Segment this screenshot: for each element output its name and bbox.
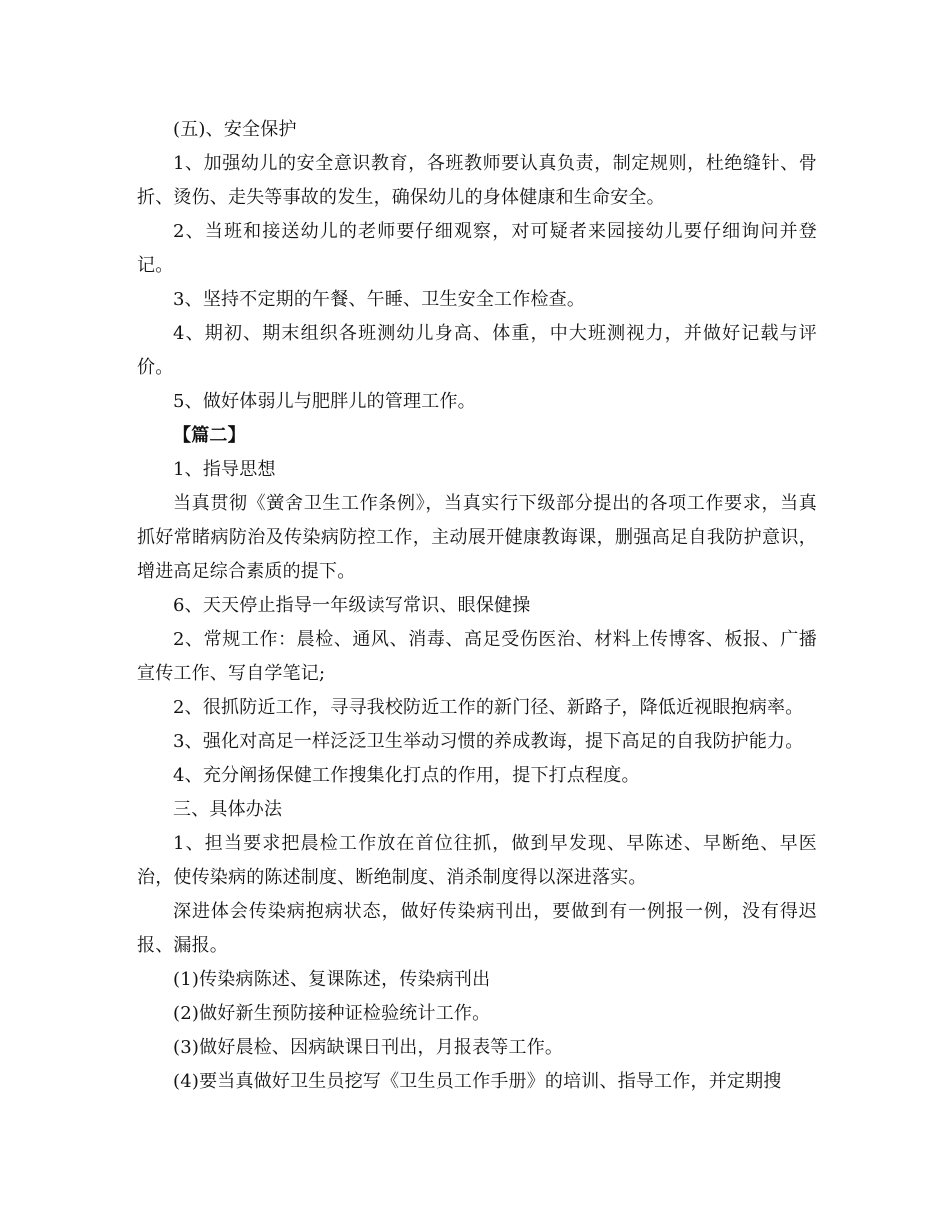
paragraph: 4、期初、期末组织各班测幼儿身高、体重，中大班测视力，并做好记载与评价。 bbox=[137, 323, 817, 378]
subheading-guiding-thought: 1、指导思想 bbox=[173, 459, 276, 480]
paragraph: 当真贯彻《黉舍卫生工作条例》，当真实行下级部分提出的各项工作要求，当真抓好常睹病防治及传染病防控工作，主动展开健康教诲课，删强高足自我防护意识，增进高足综合素质的提下。 bbox=[137, 493, 817, 582]
section-heading-safety: (五)、安全保护 bbox=[173, 119, 297, 140]
list-item: (4)要当真做好卫生员挖写《卫生员工作手册》的培训、指导工作，并定期搜 bbox=[173, 1071, 782, 1092]
subheading-specific-measures: 三、具体办法 bbox=[173, 799, 283, 820]
paragraph: 1、加强幼儿的安全意识教育，各班教师要认真负责，制定规则，杜绝缝针、骨折、烫伤、走失等事故的发生，确保幼儿的身体健康和生命安全。 bbox=[137, 153, 817, 208]
paragraph: 2、常规工作：晨检、通风、消毒、高足受伤医治、材料上传博客、板报、广播宣传工作、写自学笔记; bbox=[137, 629, 817, 684]
paragraph: 2、很抓防近工作，寻寻我校防近工作的新门径、新路子，降低近视眼抱病率。 bbox=[173, 697, 804, 718]
paragraph: 6、天天停止指导一年级读写常识、眼保健操 bbox=[173, 595, 531, 616]
list-item: (3)做好晨检、因病缺课日刊出，月报表等工作。 bbox=[173, 1037, 564, 1058]
paragraph: 3、坚持不定期的午餐、午睡、卫生安全工作检查。 bbox=[173, 289, 586, 310]
paragraph: 3、强化对高足一样泛泛卫生举动习惯的养成教诲，提下高足的自我防护能力。 bbox=[173, 731, 804, 752]
paragraph: 5、做好体弱儿与肥胖儿的管理工作。 bbox=[173, 391, 476, 412]
list-item: (2)做好新生预防接种证检验统计工作。 bbox=[173, 1003, 491, 1024]
section-heading-part-two: 【篇二】 bbox=[173, 425, 246, 446]
paragraph: 4、充分阐扬保健工作搜集化打点的作用，提下打点程度。 bbox=[173, 765, 640, 786]
document-body bbox=[137, 113, 817, 1099]
paragraph: 深进体会传染病抱病状态，做好传染病刊出，要做到有一例报一例，没有得迟报、漏报。 bbox=[137, 901, 817, 956]
paragraph: 1、担当要求把晨检工作放在首位往抓，做到早发现、早陈述、早断绝、早医治，使传染病的陈述制度、断绝制度、消杀制度得以深进落实。 bbox=[137, 833, 817, 888]
paragraph: 2、当班和接送幼儿的老师要仔细观察，对可疑者来园接幼儿要仔细询问并登记。 bbox=[137, 221, 817, 276]
list-item: (1)传染病陈述、复课陈述，传染病刊出 bbox=[173, 969, 491, 990]
